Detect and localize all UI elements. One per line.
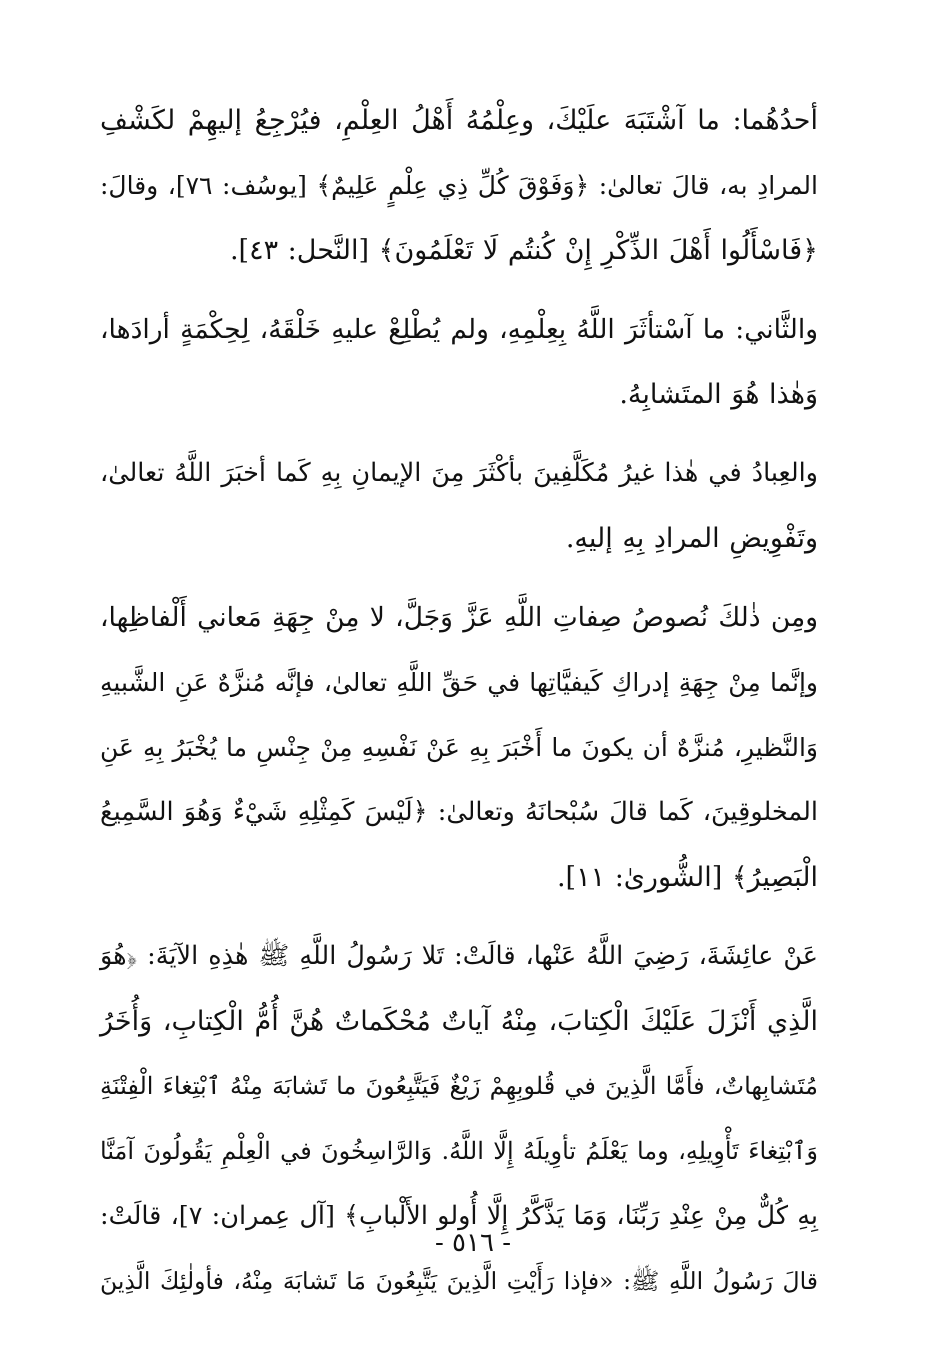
text-line: والعِبادُ في هٰذا غيرُ مُكَلَّفِينَ بأكْثَرَ مِنَ الإيمانِ بِهِ كَما أخبَرَ اللَّهُ تعالىٰ، — [100, 458, 818, 488]
text-line: مُتَشابِهاتٌ، فأَمَّا الَّذِينَ في قُلوبِهِمْ زَيْغٌ فَيَتَّبِعُونَ ما تَشابَهَ مِنْهُ ٱبْتِغاءَ الْفِتْنَةِ — [100, 1072, 818, 1100]
text-line: ومِن ذٰلكَ نُصوصُ صِفاتِ اللَّهِ عَزَّ وَجَلَّ، لا مِنْ جِهَةِ مَعاني أَلْفاظِها، — [100, 602, 818, 633]
paragraph-servants — [100, 441, 818, 571]
paragraph-attributes — [100, 585, 818, 910]
page-number: - ٥١٦ - — [434, 1228, 512, 1258]
page-body — [100, 88, 818, 1328]
text-line: وَالنَّظيرِ، مُنزَّهٌ أن يكونَ ما أَخْبَرَ بِهِ عَنْ نَفْسِهِ مِنْ جِنْسِ ما يُخْبَرُ بِهِ عَنِ — [100, 733, 818, 762]
text-line: بِهِ كُلٌّ مِنْ عِنْدِ رَبِّنَا، وَمَا يَذَّكَّرُ إِلَّا أُولو الأَلْبابِ﴾ [آل عِمران: ٧]، قالَتْ: — [100, 1201, 818, 1231]
paragraph-first-type — [100, 88, 818, 283]
text-line: عَنْ عائِشَةَ، رَضِيَ اللَّهُ عَنْها، قالَتْ: تَلا رَسُولُ اللَّهِ ﷺ هٰذِهِ الآيَةَ: ﴿هُوَ — [100, 941, 818, 971]
text-line: وتَفْوِيضِ المرادِ بِهِ إليهِ. — [565, 523, 818, 554]
text-line: ﴿فَاسْأَلُوا أَهْلَ الذِّكْرِ إِنْ كُنتُم لَا تَعْلَمُونَ﴾ [النَّحل: ٤٣]. — [229, 235, 818, 266]
text-line: الْبَصِيرُ﴾ [الشُّورىٰ: ١١]. — [556, 862, 818, 893]
text-line: وَٱبْتِغاءَ تَأْوِيلِهِ، وما يَعْلَمُ تأوِيلَهُ إِلَّا اللَّهُ. وَالرَّاسِخُونَ في الْعِلْمِ يَقُولُونَ آمَنَّا — [100, 1137, 818, 1165]
text-line: وإنَّما مِنْ جِهَةِ إدراكِ كَيفيَّاتِها في حَقِّ اللَّهِ تعالىٰ، فإنَّه مُنزَّهٌ عَنِ الشَّبيهِ — [100, 668, 818, 697]
paragraph-second-type — [100, 297, 818, 427]
text-line: والثَّاني: ما آسْتأثَرَ اللَّهُ بِعِلْمِهِ، ولم يُطْلِعْ عليهِ خَلْقَهُ، لِحِكْمَةٍ أرادَها، — [100, 314, 818, 345]
text-line: المرادِ به، قالَ تعالىٰ: ﴿وَفَوْقَ كُلِّ ذِي عِلْمٍ عَلِيمٌ﴾ [يوسُف: ٧٦]، وقالَ: — [100, 171, 818, 200]
text-line: قالَ رَسُولُ اللَّهِ ﷺ: «فإذا رَأَيْتِ الَّذِينَ يَتَّبِعُونَ مَا تَشابَهَ مِنْهُ، فأولٰئِكَ الَّذِينَ — [100, 1267, 818, 1295]
text-line: الَّذِي أَنْزَلَ عَلَيْكَ الْكِتابَ، مِنْهُ آياتٌ مُحْكَماتٌ هُنَّ أُمُّ الْكِتابِ، وَأُخَرُ — [100, 1006, 818, 1037]
text-line: أحدُهُما: ما آشْتَبَهَ علَيْكَ، وعِلْمُهُ أَهْلُ العِلْمِ، فيُرْجِعُ إليهِمْ لكَشْفِ — [100, 105, 818, 136]
text-line: وَهٰذا هُوَ المتَشابِهُ. — [619, 379, 818, 410]
text-line: المخلوقِينَ، كَما قالَ سُبْحانَهُ وتعالىٰ: ﴿لَيْسَ كَمِثْلِهِ شَيْءٌ وَهُوَ السَّمِيعُ — [100, 797, 818, 827]
